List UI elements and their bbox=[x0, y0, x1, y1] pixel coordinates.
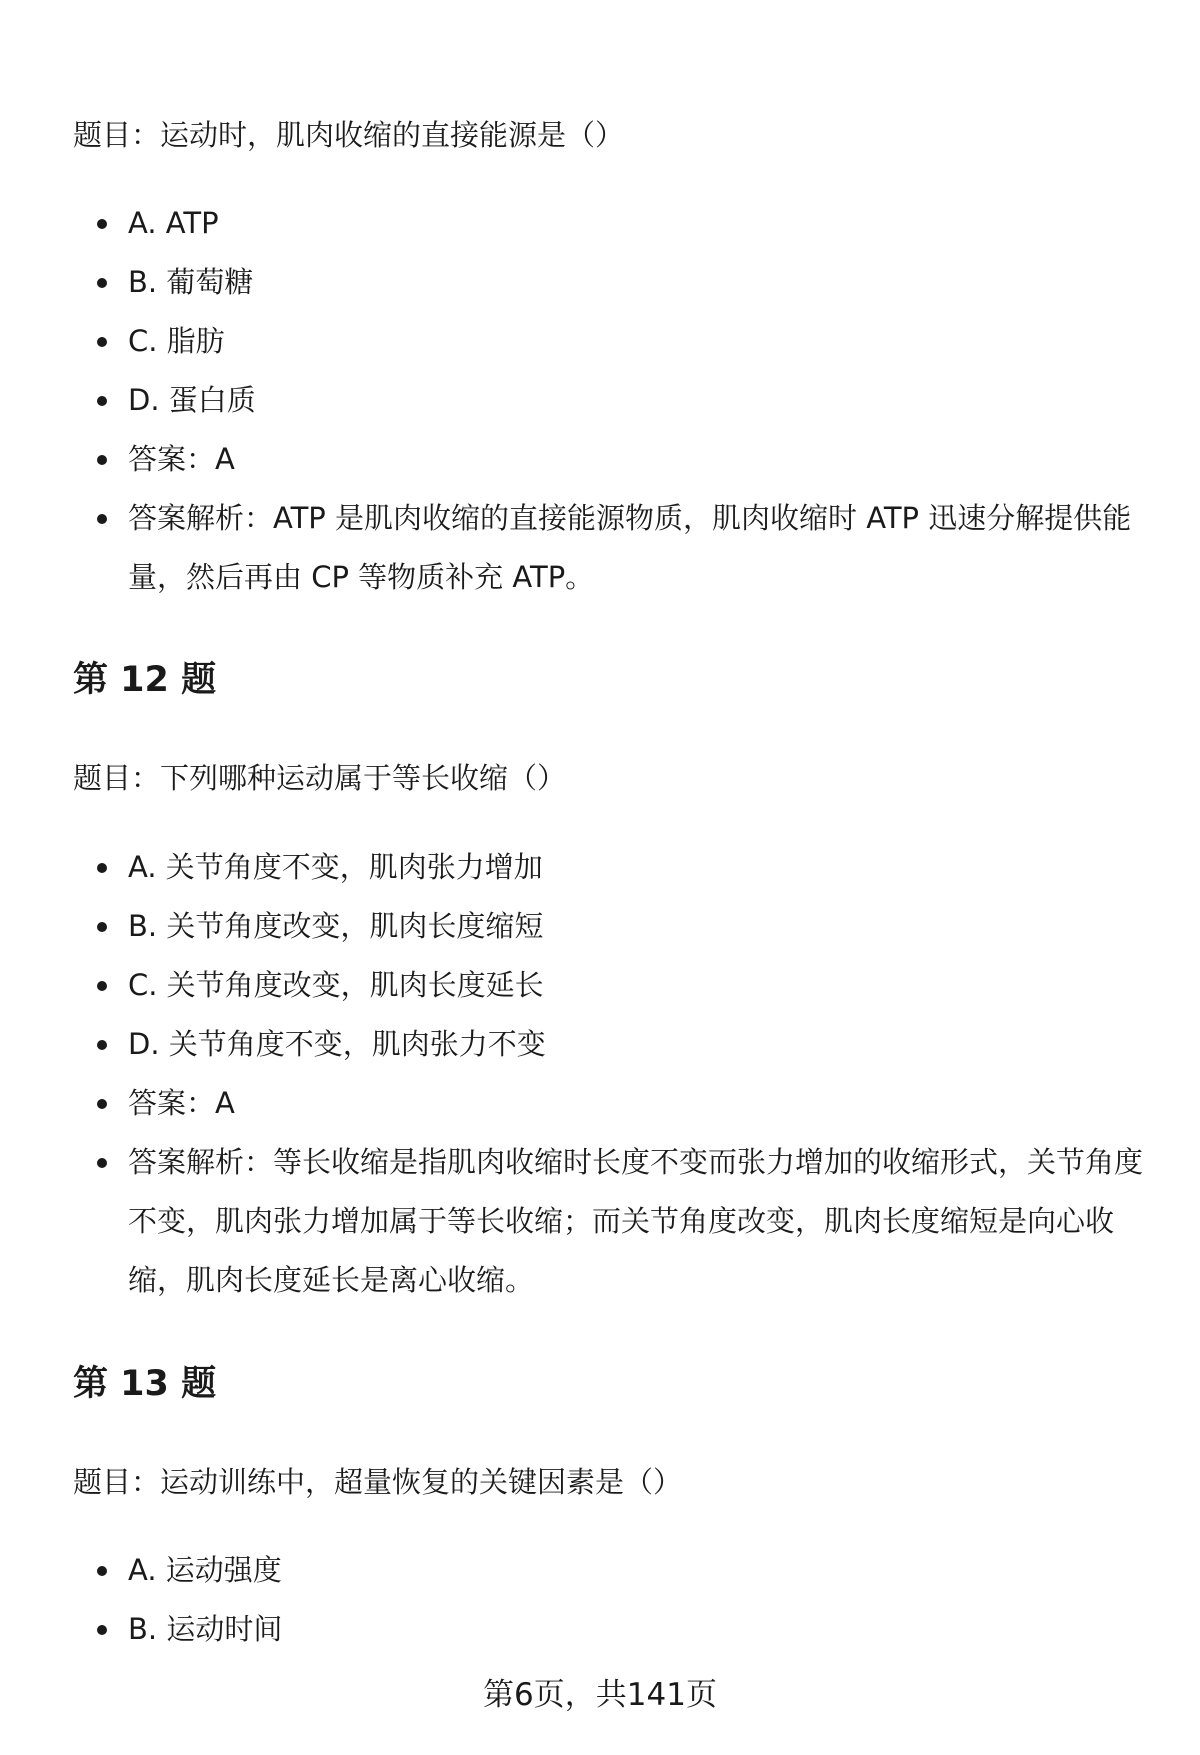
option-item: C. 关节角度改变，肌肉长度延长 bbox=[73, 956, 1143, 1015]
bullet-icon bbox=[97, 337, 107, 347]
question-13-stem: 题目：运动训练中，超量恢复的关键因素是（） bbox=[73, 1465, 683, 1499]
bullet-icon bbox=[97, 1099, 107, 1109]
bullet-icon bbox=[97, 863, 107, 873]
bullet-icon bbox=[97, 514, 107, 524]
answer-item: 答案：A bbox=[73, 1074, 1143, 1133]
question-12-stem: 题目：下列哪种运动属于等长收缩（） bbox=[73, 761, 567, 795]
option-item: B. 葡萄糖 bbox=[73, 253, 1143, 312]
question-11-stem: 题目：运动时，肌肉收缩的直接能源是（） bbox=[73, 118, 625, 152]
question-13-heading: 第 13 题 bbox=[73, 1364, 217, 1404]
bullet-icon bbox=[97, 278, 107, 288]
bullet-icon bbox=[97, 455, 107, 465]
bullet-icon bbox=[97, 981, 107, 991]
option-item: D. 蛋白质 bbox=[73, 371, 1143, 430]
bullet-icon bbox=[97, 922, 107, 932]
answer-item: 答案：A bbox=[73, 430, 1143, 489]
option-item: C. 脂肪 bbox=[73, 312, 1143, 371]
bullet-icon bbox=[97, 1040, 107, 1050]
option-item: B. 运动时间 bbox=[73, 1600, 1143, 1659]
bullet-icon bbox=[97, 219, 107, 229]
analysis-item: 答案解析：等长收缩是指肌肉收缩时长度不变而张力增加的收缩形式，关节角度不变，肌肉张力增加属于等长收缩；而关节角度改变，肌肉长度缩短是向心收缩，肌肉长度延长是离心收缩。 bbox=[73, 1133, 1143, 1310]
option-item: A. 关节角度不变，肌肉张力增加 bbox=[73, 838, 1143, 897]
bullet-icon bbox=[97, 396, 107, 406]
question-11-list bbox=[73, 194, 1143, 607]
question-12-list bbox=[73, 838, 1143, 1310]
question-13-list bbox=[73, 1541, 1143, 1659]
option-item: A. ATP bbox=[73, 194, 1143, 253]
bullet-icon bbox=[97, 1566, 107, 1576]
option-item: D. 关节角度不变，肌肉张力不变 bbox=[73, 1015, 1143, 1074]
bullet-icon bbox=[97, 1158, 107, 1168]
option-item: B. 关节角度改变，肌肉长度缩短 bbox=[73, 897, 1143, 956]
question-12-heading: 第 12 题 bbox=[73, 660, 217, 700]
option-item: A. 运动强度 bbox=[73, 1541, 1143, 1600]
bullet-icon bbox=[97, 1625, 107, 1635]
page-footer: 第6页，共141页 bbox=[483, 1677, 717, 1713]
analysis-item: 答案解析：ATP 是肌肉收缩的直接能源物质，肌肉收缩时 ATP 迅速分解提供能量，然后再由 CP 等物质补充 ATP。 bbox=[73, 489, 1143, 607]
